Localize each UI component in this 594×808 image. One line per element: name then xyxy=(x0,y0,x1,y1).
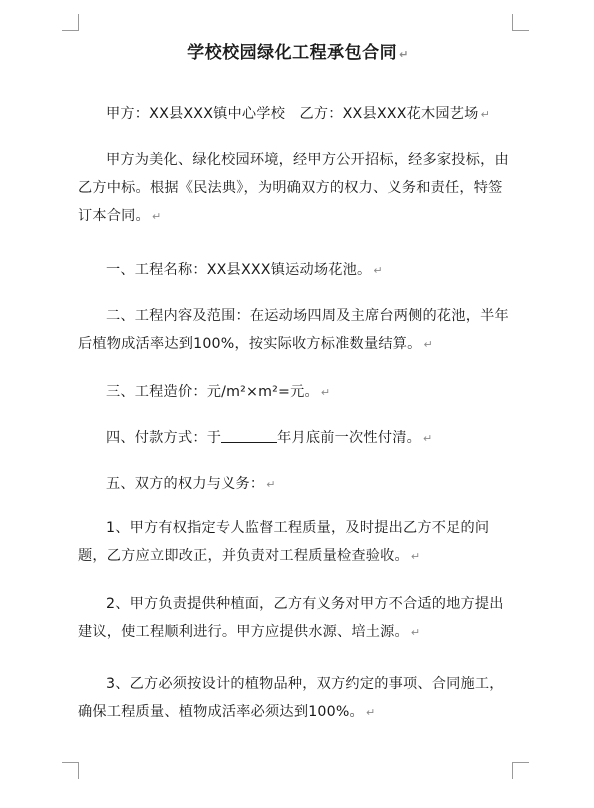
intro-text: 甲方为美化、绿化校园环境，经甲方公开招标，经多家投标，由乙方中标。根据《民法典》，为明确双方的权力、义务和责任，特签订本合同。 xyxy=(78,152,509,224)
crop-mark-top-left xyxy=(62,14,79,31)
intro-paragraph xyxy=(78,146,516,231)
document-title xyxy=(78,38,518,63)
paragraph-mark: ↵ xyxy=(320,386,331,399)
clause-text: 五、双方的权力与义务： xyxy=(106,476,265,492)
clause-text-before: 四、付款方式：于 xyxy=(106,430,222,446)
clause-project-scope xyxy=(78,302,516,359)
sub-clause-3 xyxy=(78,670,516,727)
crop-mark-top-right xyxy=(512,14,529,31)
sub-clause-1 xyxy=(78,514,516,571)
sub-clause-text: 3、乙方必须按设计的植物品种，双方约定的事项、合同施工，确保工程质量、植物成活率必须达到100%。 xyxy=(78,676,504,720)
crop-mark-bottom-left xyxy=(62,762,79,779)
paragraph-mark: ↵ xyxy=(410,550,421,563)
paragraph-mark: ↵ xyxy=(151,210,162,223)
paragraph-mark: ↵ xyxy=(410,626,421,639)
clause-payment-method xyxy=(78,424,516,453)
paragraph-mark: ↵ xyxy=(399,48,409,61)
title-text: 学校校园绿化工程承包合同 xyxy=(187,43,398,63)
sub-clause-text: 1、甲方有权指定专人监督工程质量，及时提出乙方不足的问题，乙方应立即改正，并负责对工程质量检查验收。 xyxy=(78,520,490,564)
paragraph-mark: ↵ xyxy=(423,338,433,351)
clause-rights-obligations xyxy=(78,470,516,499)
paragraph-mark: ↵ xyxy=(373,264,383,277)
sub-clause-text: 2、甲方负责提供种植面，乙方有义务对甲方不合适的地方提出建议，使工程顺利进行。甲方应提供水源、培土源。 xyxy=(78,596,504,640)
clause-text-after: 年月底前一次性付清。 xyxy=(277,430,421,446)
paragraph-mark: ↵ xyxy=(365,706,376,719)
clause-project-name xyxy=(78,256,516,285)
paragraph-mark: ↵ xyxy=(480,108,490,121)
clause-project-cost xyxy=(78,378,516,407)
clause-text: 一、工程名称：XX县XXX镇运动场花池。 xyxy=(106,262,372,278)
clause-text: 三、工程造价：元/m²×m²=元。 xyxy=(106,384,319,400)
clause-text: 二、工程内容及范围：在运动场四周及主席台两侧的花池，半年后植物成活率达到100%，按实际收方标准数量结算。 xyxy=(78,308,509,352)
paragraph-mark: ↵ xyxy=(266,478,276,491)
fill-in-blank xyxy=(221,428,277,443)
parties-text: 甲方：XX县XXX镇中心学校 乙方：XX县XXX花木园艺场 xyxy=(106,106,479,122)
sub-clause-2 xyxy=(78,590,516,647)
crop-mark-bottom-right xyxy=(512,762,529,779)
parties-line xyxy=(78,100,516,129)
paragraph-mark: ↵ xyxy=(423,432,433,445)
